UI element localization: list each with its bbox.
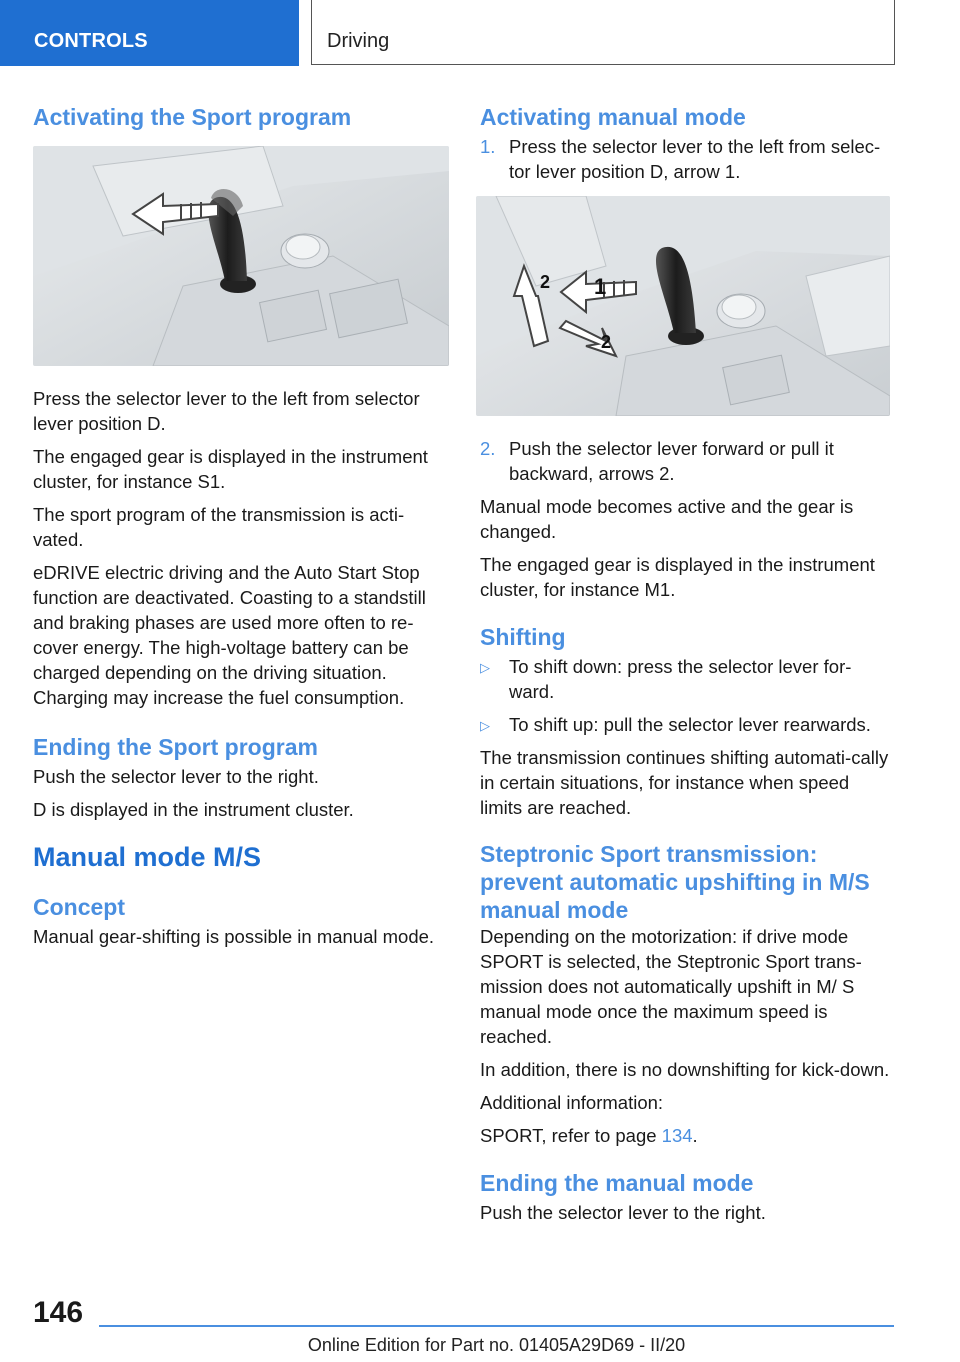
selector-lever-arrows-illustration <box>476 196 890 416</box>
paragraph: Manual gear-shifting is possible in manual mode. <box>33 926 435 947</box>
arrow-label-1: 1 <box>594 274 607 299</box>
arrow-label-2-top: 2 <box>540 272 551 292</box>
heading-ending-manual: Ending the manual mode <box>480 1170 754 1196</box>
footer-divider <box>99 1325 894 1327</box>
paragraph: eDRIVE electric driving and the Auto Start Stop function are deactivated. Coasting to a standstill and braking phases are used more often to re‐cover energy. The high-voltage battery can be charged depending on the driving situation. Charging may increase the fuel consumption. <box>33 562 426 708</box>
heading-activating-manual: Activating manual mode <box>480 104 746 130</box>
paragraph: The sport program of the transmission is acti‐vated. <box>33 504 405 550</box>
heading-shifting: Shifting <box>480 624 566 650</box>
paragraph: Additional information: <box>480 1092 664 1113</box>
figure-sport-selector <box>33 146 449 366</box>
triangle-right-icon: ▷ <box>480 718 490 733</box>
right-column <box>480 100 894 1233</box>
step-number: 1. <box>480 136 496 157</box>
figure-manual-selector <box>476 196 890 416</box>
step-text: Push the selector lever forward or pull it backward, arrows 2. <box>509 438 834 484</box>
paragraph: The engaged gear is displayed in the instrument cluster, for instance M1. <box>480 554 875 600</box>
page-link[interactable]: 134 <box>661 1125 693 1146</box>
step-text: Press the selector lever to the left from selec‐tor lever position D, arrow 1. <box>509 136 881 182</box>
list-item <box>480 654 894 704</box>
paragraph: Depending on the motorization: if drive mode SPORT is selected, the Steptronic Sport trans‐mission does not automatically upshift in M/ S manual mode once the maximum speed is reached. <box>480 926 862 1047</box>
shifting-bullets <box>480 654 894 737</box>
footer-edition: Online Edition for Part no. 01405A29D69 - II/20 <box>307 1335 686 1355</box>
step-number: 2. <box>480 438 496 459</box>
heading-ending-sport: Ending the Sport program <box>33 734 318 760</box>
page-number: 146 <box>33 1296 84 1329</box>
reference-suffix: . <box>692 1125 698 1146</box>
steps-list-2 <box>480 436 894 486</box>
paragraph: The transmission continues shifting automati‐cally in certain situations, for instance when speed limits are reached. <box>480 747 889 818</box>
selector-lever-illustration <box>33 146 449 366</box>
chapter-title: Driving <box>327 30 390 52</box>
arrow-label-2-bottom: 2 <box>601 332 612 352</box>
list-item <box>480 436 894 486</box>
section-tab <box>0 0 299 66</box>
paragraph: Manual mode becomes active and the gear is changed. <box>480 496 854 542</box>
list-item <box>480 134 894 184</box>
paragraph: In addition, there is no downshifting for kick‐down. <box>480 1059 890 1080</box>
paragraph: The engaged gear is displayed in the instrument cluster, for instance S1. <box>33 446 428 492</box>
paragraph-reference <box>480 1123 894 1148</box>
bullet-text: To shift up: pull the selector lever rearwards. <box>509 714 871 735</box>
reference-text: SPORT, refer to page <box>480 1125 662 1146</box>
list-item <box>480 712 894 737</box>
left-column <box>33 100 449 957</box>
paragraph: Push the selector lever to the right. <box>33 766 319 787</box>
heading-concept: Concept <box>33 894 125 920</box>
heading-activating-sport: Activating the Sport program <box>33 104 352 130</box>
paragraph: D is displayed in the instrument cluster. <box>33 799 354 820</box>
paragraph: Push the selector lever to the right. <box>480 1202 766 1223</box>
paragraph: Press the selector lever to the left from selector lever position D. <box>33 388 420 434</box>
chapter-header <box>311 0 895 65</box>
steps-list-1 <box>480 134 894 184</box>
heading-steptronic: Steptronic Sport transmission: prevent automatic upshifting in M/S manual mode <box>480 841 870 923</box>
triangle-right-icon: ▷ <box>480 660 490 675</box>
section-title: CONTROLS <box>34 30 148 52</box>
bullet-text: To shift down: press the selector lever for‐ward. <box>509 656 852 702</box>
heading-manual-mode: Manual mode M/S <box>33 842 262 872</box>
